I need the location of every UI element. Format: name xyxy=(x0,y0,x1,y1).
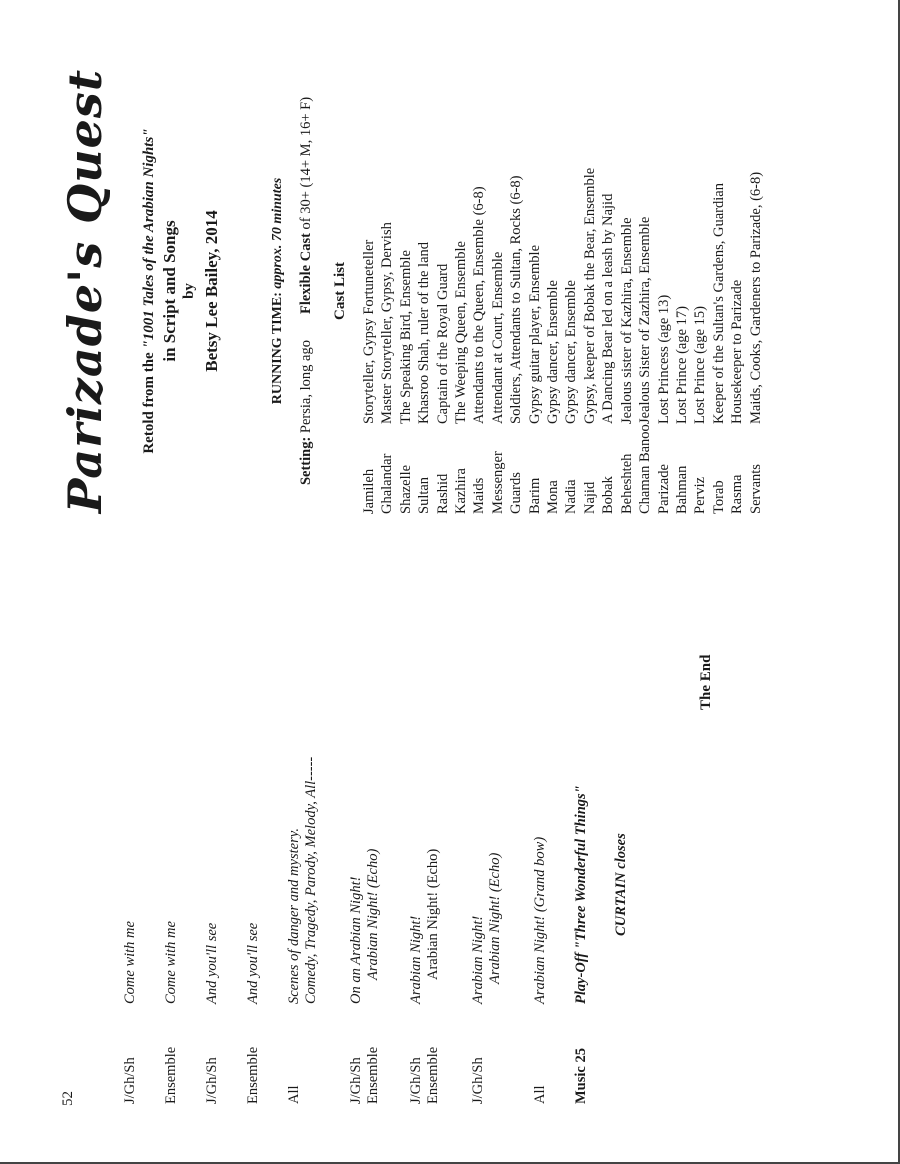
cast-role: Maids, Cooks, Gardeners to Parizade, (6-8) xyxy=(747,171,764,424)
speaker: J/Gh/Sh xyxy=(122,1057,138,1104)
lyric: Arabian Night! Arabian Night! (Echo) xyxy=(408,848,441,1004)
cast-row xyxy=(747,0,765,514)
cast-name: Torab xyxy=(710,480,727,514)
cast-name: Beheshteh xyxy=(618,453,635,514)
cast-row xyxy=(378,0,396,514)
cast-row xyxy=(655,0,673,514)
play-title: Parizade's Quest xyxy=(58,68,112,514)
cast-role: The Weeping Queen, Ensemble xyxy=(453,241,470,424)
cast-role: Captain of the Royal Guard xyxy=(434,263,451,424)
speaker: All xyxy=(286,1085,302,1104)
cast-row xyxy=(691,0,709,514)
retold-line: Retold from the "1001 Tales of the Arabian Nights" xyxy=(141,128,157,454)
lyric: Scenes of danger and mystery. Comedy, Tragedy, Parody, Melody, All----- xyxy=(286,756,319,1004)
cast-row xyxy=(489,0,507,514)
lyric: Come with me xyxy=(163,921,179,1004)
cast-role: Gypsy dancer, Ensemble xyxy=(545,280,562,424)
cast-role: Storyteller, Gypsy Fortuneteller xyxy=(361,239,377,424)
by-line: by xyxy=(181,283,197,299)
cast-role: Lost Prince (age 15) xyxy=(692,306,709,424)
cast-name: Bobak xyxy=(600,476,617,514)
speaker: J/Gh/Sh xyxy=(470,1057,486,1104)
cast-list-heading: Cast List xyxy=(332,262,348,320)
lyric: And you'll see xyxy=(204,922,220,1004)
cast-name: Jamileh xyxy=(361,468,377,514)
cast-row xyxy=(415,0,433,514)
cast-role: Soldiers, Attendants to Sultan, Rocks (6-8) xyxy=(508,175,525,424)
cast-role: Attendants to the Queen, Ensemble (6-8) xyxy=(471,186,488,424)
cast-role: Jealous Sister of Zazhira, Ensemble xyxy=(637,216,654,424)
cast-name: Maids xyxy=(471,477,488,514)
cast-role: Jealous sister of Kazhira, Ensemble xyxy=(618,217,635,424)
cast-name: Perviz xyxy=(692,476,709,514)
cast-row xyxy=(636,0,654,514)
cast-name: Messenger xyxy=(489,451,506,514)
cast-name: Sultan xyxy=(416,476,433,514)
the-end: The End xyxy=(698,654,714,710)
cast-role: Master Storyteller, Gypsy, Dervish xyxy=(379,222,396,424)
speaker: J/Gh/Sh Ensemble xyxy=(408,1046,441,1104)
cast-role: Housekeeper to Parizade xyxy=(729,279,746,424)
cast-role: The Speaking Bird, Ensemble xyxy=(397,250,414,424)
cast-name: Rashid xyxy=(434,473,451,514)
music-number: Music 25 xyxy=(573,1048,589,1104)
cast-row xyxy=(581,0,599,514)
speaker: J/Gh/Sh Ensemble xyxy=(348,1046,381,1104)
cast-name: Guards xyxy=(508,472,525,514)
lyric: On an Arabian Night! Arabian Night! (Echo) xyxy=(348,848,381,1004)
playoff-title: Play-Off "Three Wonderful Things" xyxy=(573,785,589,1004)
cast-row xyxy=(618,0,636,514)
cast-name: Barim xyxy=(526,477,543,514)
cast-name: Najid xyxy=(581,481,598,514)
cast-role: Gypsy guitar player, Ensemble xyxy=(526,244,543,424)
cast-row xyxy=(470,0,488,514)
curtain-direction: CURTAIN closes xyxy=(613,833,629,936)
cast-row xyxy=(544,0,562,514)
lyric: Arabian Night! Arabian Night! (Echo) xyxy=(470,852,503,1004)
cast-row xyxy=(710,0,728,514)
cast-role: Keeper of the Sultan's Gardens, Guardian xyxy=(710,183,727,424)
cast-row xyxy=(397,0,415,514)
running-time: RUNNING TIME: approx. 70 minutes xyxy=(270,177,285,405)
script-page xyxy=(0,582,900,1164)
cast-list xyxy=(360,0,765,514)
cast-name: Chaman Banoo xyxy=(637,424,654,514)
cast-row xyxy=(434,0,452,514)
speaker: Ensemble xyxy=(245,1046,261,1104)
cast-name: Nadia xyxy=(563,479,580,514)
cast-name: Kazhira xyxy=(453,468,470,514)
setting-line: Setting: Persia, long agoFlexible Cast of 30+ (14+ M, 16+ F) xyxy=(298,96,314,486)
cast-name: Bahman xyxy=(673,465,690,514)
cast-name: Shazelle xyxy=(397,464,414,514)
cast-row xyxy=(673,0,691,514)
cast-row xyxy=(452,0,470,514)
speaker: J/Gh/Sh xyxy=(204,1057,220,1104)
page-number: 52 xyxy=(60,1091,76,1106)
cast-row xyxy=(360,0,378,514)
cast-role: Lost Princess (age 13) xyxy=(655,294,672,424)
cast-row xyxy=(507,0,525,514)
cast-row xyxy=(526,0,544,514)
cast-role: Attendant at Court, Ensemble xyxy=(489,251,506,424)
lyric: And you'll see xyxy=(245,922,261,1004)
author-line: Betsy Lee Bailey, 2014 xyxy=(202,210,221,372)
cast-role: Khasroo Shah, ruler of the land xyxy=(416,241,433,424)
cast-name: Servants xyxy=(747,464,764,514)
cast-role: Gypsy, keeper of Bobak the Bear, Ensemble xyxy=(581,167,598,424)
speaker: All xyxy=(532,1085,548,1104)
lyric: Arabian Night! (Grand bow) xyxy=(532,836,548,1004)
cast-name: Rasma xyxy=(729,474,746,514)
cast-row xyxy=(728,0,746,514)
speaker: Ensemble xyxy=(163,1046,179,1104)
format-line: in Script and Songs xyxy=(160,220,179,362)
cast-row xyxy=(599,0,617,514)
cast-row xyxy=(562,0,580,514)
cast-name: Ghalandar xyxy=(379,453,396,514)
lyric: Come with me xyxy=(122,921,138,1004)
cast-name: Parizade xyxy=(655,464,672,514)
cast-role: Gypsy dancer, Ensemble xyxy=(563,280,580,424)
cast-role: A Dancing Bear led on a leash by Najid xyxy=(600,193,617,424)
cast-name: Mona xyxy=(545,480,562,514)
cast-role: Lost Prince (age 17) xyxy=(673,306,690,424)
